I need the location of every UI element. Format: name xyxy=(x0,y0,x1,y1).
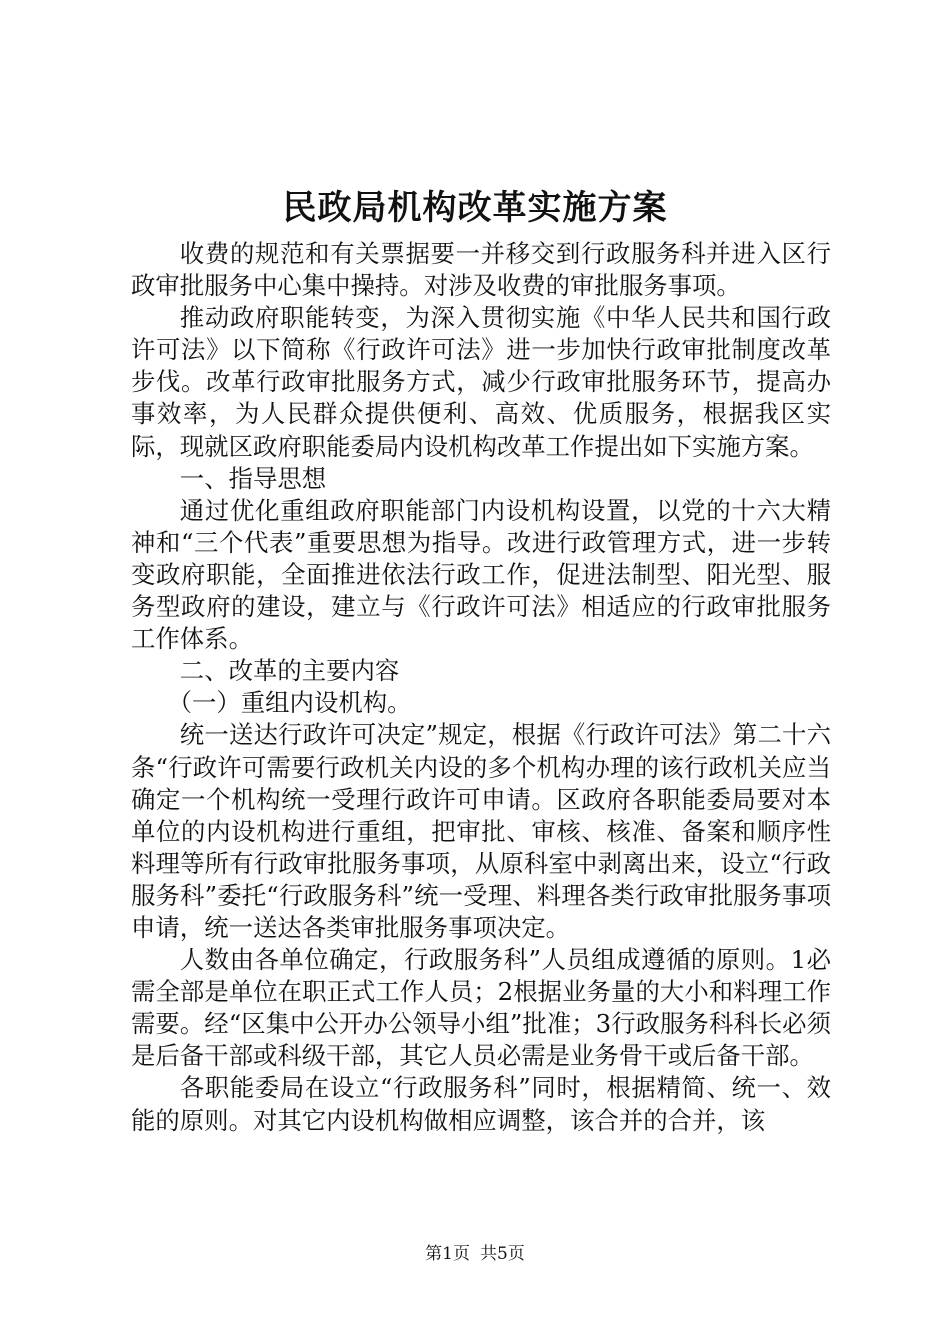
section-heading: 二、改革的主要内容 xyxy=(179,656,400,686)
page-footer xyxy=(0,1242,950,1266)
page-number: 第1页 xyxy=(425,1244,470,1264)
paragraph: 收费的规范和有关票据要一并移交到行政服务科并进入区行政审批服务中心集中操持。对涉及收费的审批服务事项。 xyxy=(131,239,831,301)
paragraph: 推动政府职能转变，为深入贯彻实施《中华人民共和国行政许可法》以下简称《行政许可法》进一步加快行政审批制度改革步伐。改革行政审批服务方式，减少行政审批服务环节，提高办事效率，为人民群众提供便利、高效、优质服务，根据我区实际，现就区政府职能委局内设机构改革工作提出如下实施方案。 xyxy=(131,303,831,461)
paragraph: 通过优化重组政府职能部门内设机构设置，以党的十六大精神和“三个代表”重要思想为指导。改进行政管理方式，进一步转变政府职能，全面推进依法行政工作，促进法制型、阳光型、服务型政府的建设，建立与《行政许可法》相适应的行政审批服务工作体系。 xyxy=(131,495,831,654)
subsection-heading: （一）重组内设机构。 xyxy=(167,688,412,718)
paragraph: 统一送达行政许可决定”规定，根据《行政许可法》第二十六条“行政许可需要行政机关内设的多个机构办理的该行政机关应当确定一个机构统一受理行政许可申请。区政府各职能委局要对本单位的内设机构进行重组，把审批、审核、核准、备案和顺序性料理等所有行政审批服务事项，从原科室中剥离出来，设立“行政服务科”委托“行政服务科”统一受理、料理各类行政审批服务事项申请，统一送达各类审批服务事项决定。 xyxy=(131,720,831,942)
document-title: 民政局机构改革实施方案 xyxy=(282,188,668,228)
paragraph: 人数由各单位确定，行政服务科”人员组成遵循的原则。1必需全部是单位在职正式工作人员；2根据业务量的大小和料理工作需要。经“区集中公开办公领导小组”批准；3行政服务科科长必须是后备干部或科级干部，其它人员必需是业务骨干或后备干部。 xyxy=(131,945,831,1071)
section-heading: 一、指导思想 xyxy=(179,463,327,493)
document-body xyxy=(131,238,831,1137)
paragraph: 各职能委局在设立“行政服务科”同时，根据精简、统一、效能的原则。对其它内设机构做相应调整，该合并的合并，该 xyxy=(131,1073,831,1135)
page-total: 共5页 xyxy=(480,1244,525,1264)
